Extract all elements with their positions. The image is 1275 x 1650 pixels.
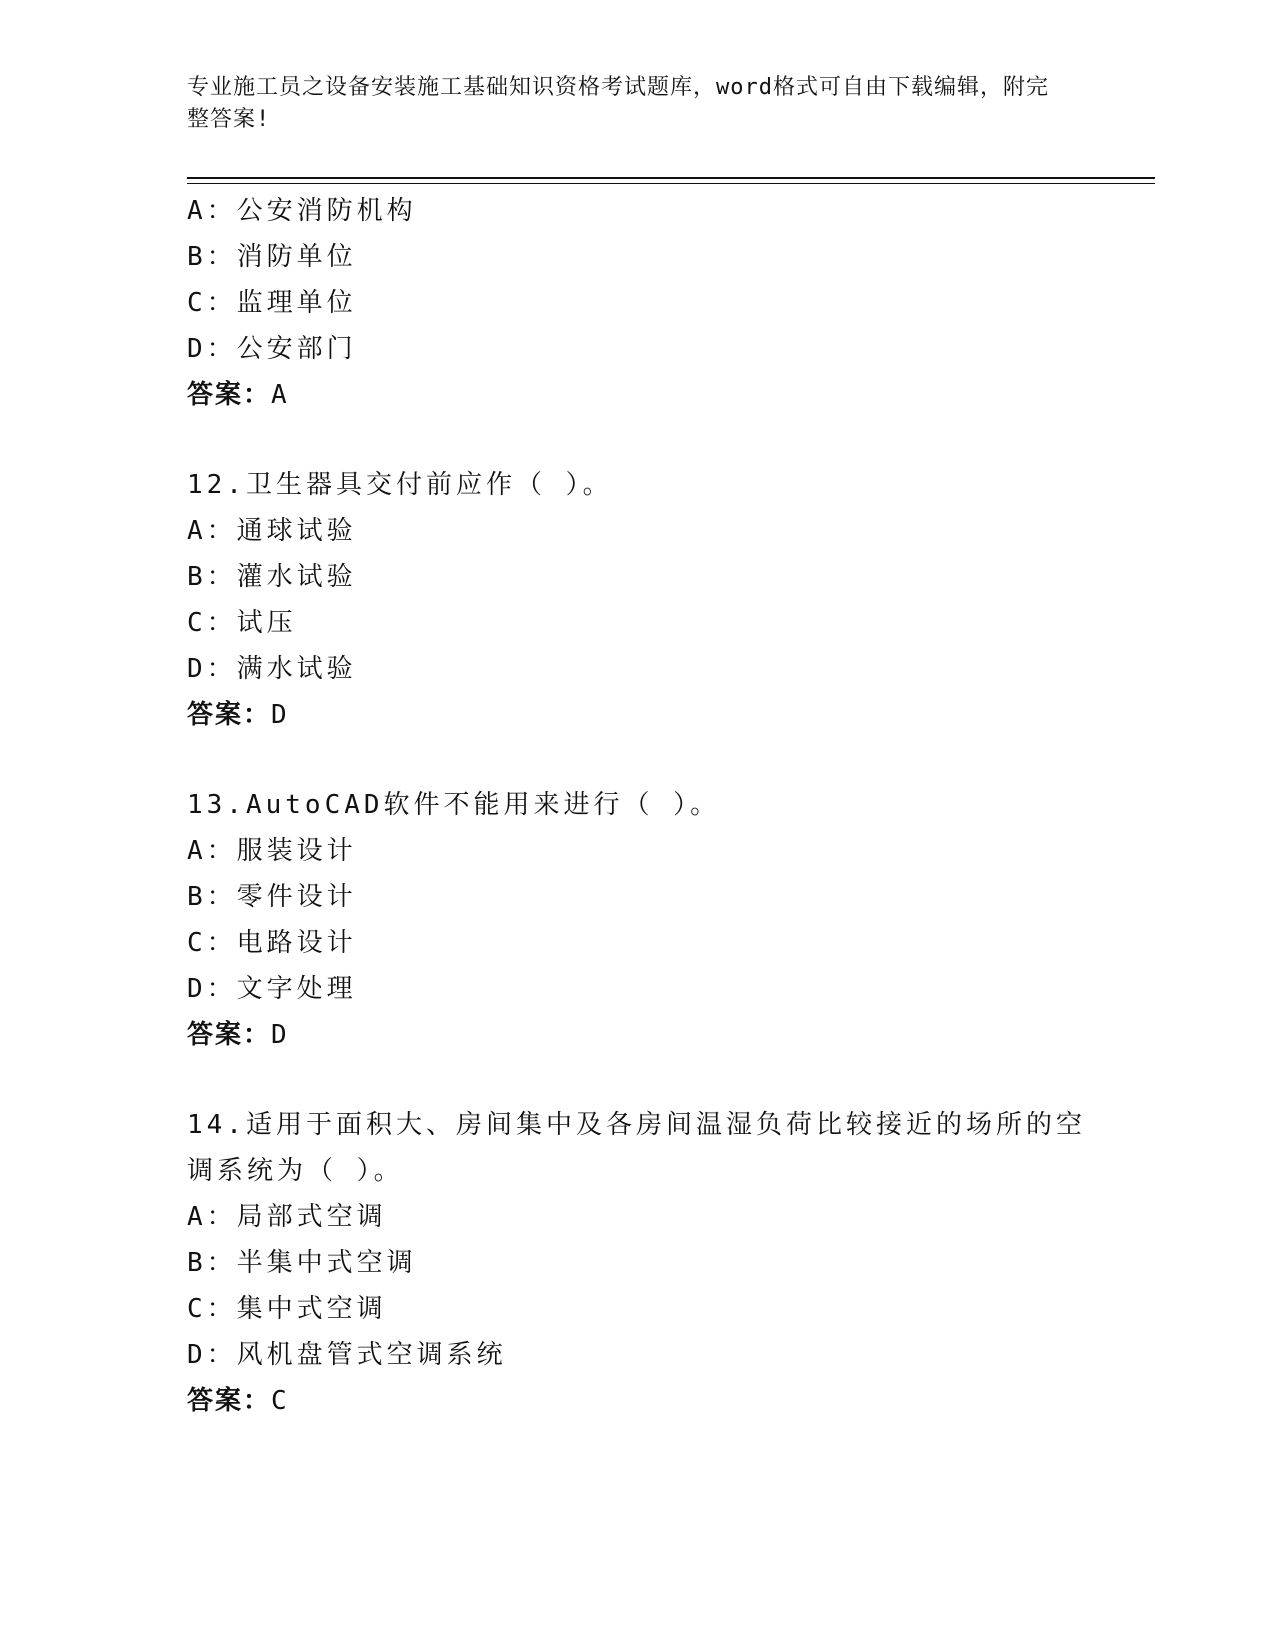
answer-line bbox=[187, 692, 1107, 738]
option-b: B：灌水试验 bbox=[187, 562, 357, 592]
question-list bbox=[187, 188, 1107, 1424]
answer-line bbox=[187, 1012, 1107, 1058]
option-c: C：试压 bbox=[187, 608, 297, 638]
answer-label: 答案： bbox=[187, 1020, 272, 1050]
answer-line bbox=[187, 372, 1107, 418]
answer-value: D bbox=[271, 700, 289, 730]
option-b: B：半集中式空调 bbox=[187, 1248, 417, 1278]
option-a: A：通球试验 bbox=[187, 516, 357, 546]
question-text: 12.卫生器具交付前应作（ ）。 bbox=[187, 470, 613, 500]
answer-value: D bbox=[271, 1020, 289, 1050]
answer-label: 答案： bbox=[187, 380, 272, 410]
answer-label: 答案： bbox=[187, 1386, 272, 1416]
option-d: D：满水试验 bbox=[187, 654, 357, 684]
option-d: D：文字处理 bbox=[187, 974, 357, 1004]
option-a: A：服装设计 bbox=[187, 836, 357, 866]
block-spacer bbox=[187, 738, 1107, 782]
answer-line bbox=[187, 1378, 1107, 1424]
option-c: C：集中式空调 bbox=[187, 1294, 387, 1324]
header-divider-thick bbox=[187, 177, 1155, 179]
document-header: 专业施工员之设备安装施工基础知识资格考试题库，word格式可自由下载编辑，附完整答案! bbox=[187, 75, 1049, 132]
option-d: D：公安部门 bbox=[187, 334, 357, 364]
option-a: A：公安消防机构 bbox=[187, 196, 417, 226]
header-divider-thin bbox=[187, 183, 1155, 184]
question-block bbox=[187, 1102, 1107, 1424]
question-text: 14.适用于面积大、房间集中及各房间温湿负荷比较接近的场所的空调系统为（ ）。 bbox=[187, 1110, 1086, 1186]
question-block bbox=[187, 462, 1107, 738]
answer-value: A bbox=[271, 380, 289, 410]
option-a: A：局部式空调 bbox=[187, 1202, 387, 1232]
question-block bbox=[187, 188, 1107, 418]
block-spacer bbox=[187, 1058, 1107, 1102]
option-c: C：监理单位 bbox=[187, 288, 357, 318]
option-b: B：零件设计 bbox=[187, 882, 357, 912]
option-c: C：电路设计 bbox=[187, 928, 357, 958]
answer-label: 答案： bbox=[187, 700, 272, 730]
answer-value: C bbox=[271, 1386, 289, 1416]
option-b: B：消防单位 bbox=[187, 242, 357, 272]
block-spacer bbox=[187, 418, 1107, 462]
option-d: D：风机盘管式空调系统 bbox=[187, 1340, 507, 1370]
question-text: 13.AutoCAD软件不能用来进行（ ）。 bbox=[187, 790, 721, 820]
question-block bbox=[187, 782, 1107, 1058]
